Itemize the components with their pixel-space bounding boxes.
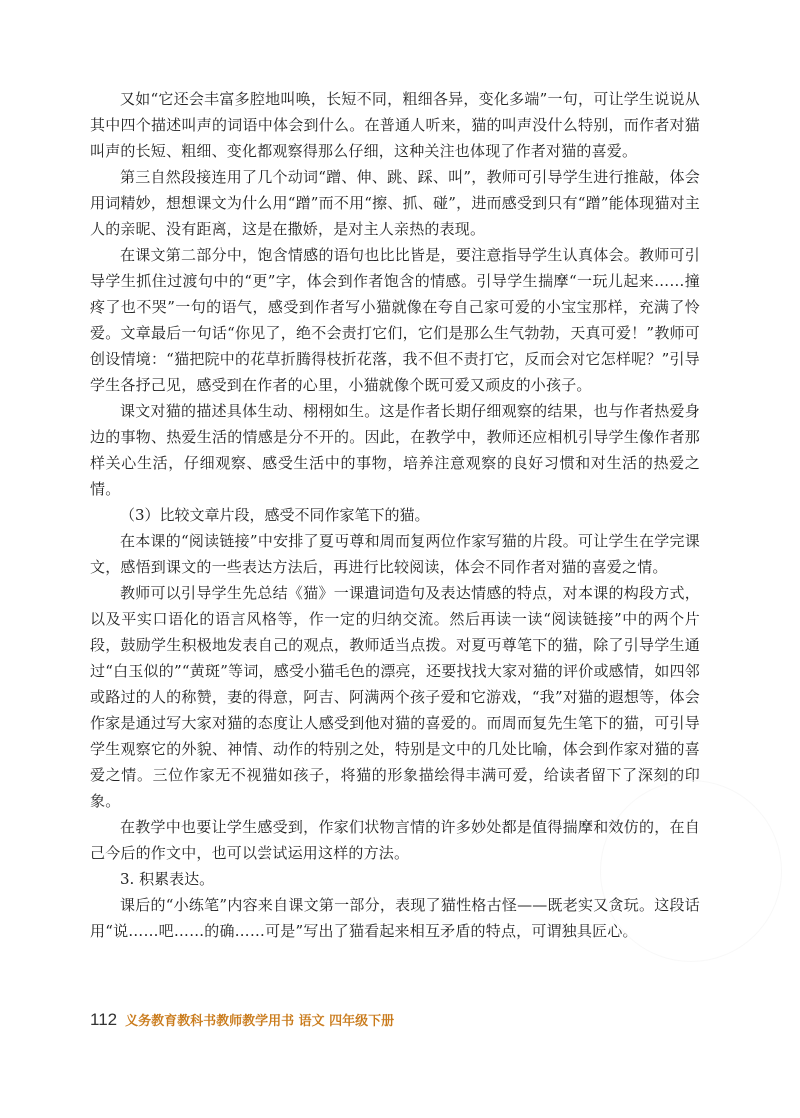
paragraph-call-description: 又如“它还会丰富多腔地叫唤，长短不同，粗细各异，变化多端”一句，可让学生说说从其中四个描述叫声的词语中体会到什么。在普通人听来，猫的叫声没什么特别，而作者对猫叫声的长短、粗细、变化都观察得那么仔细，这种关注也体现了作者对猫的喜爱。 [90, 90, 700, 160]
paragraph-verbs: 第三自然段接连用了几个动词“蹭、伸、跳、踩、叫”，教师可引导学生进行推敲，体会用词精妙，想想课文为什么用“蹭”而不用“擦、抓、碰”，进而感受到只有“蹭”能体现猫对主人的亲昵、没有距离，这是在撒娇，是对主人亲热的表现。 [90, 168, 700, 238]
page-footer [90, 1010, 394, 1030]
paragraph-reading-link: 在本课的“阅读链接”中安排了夏丏尊和周而复两位作家写猫的片段。可让学生在学完课文，感悟到课文的一些表达方法后，再进行比较阅读，体会不同作者对猫的喜爱之情。 [90, 532, 700, 576]
body-text [90, 86, 700, 944]
paragraph-observation: 课文对猫的描述具体生动、栩栩如生。这是作者长期仔细观察的结果，也与作者热爱身边的事物、热爱生活的情感是分不开的。因此，在教学中，教师还应相机引导学生像作者那样关心生活，仔细观察、感受生活中的事物，培养注意观察的良好习惯和对生活的热爱之情。 [90, 402, 700, 498]
paragraph-summary-guidance: 教师可以引导学生先总结《猫》一课遣词造句及表达情感的特点，对本课的构段方式，以及平实口语化的语言风格等，作一定的归纳交流。然后再读一读“阅读链接”中的两个片段，鼓励学生积极地发表自己的观点，教师适当点拨。对夏丏尊笔下的猫，除了引导学生通过“白玉似的”“黄斑”等词，感受小猫毛色的漂亮，还要找找大家对猫的评价或感情，如四邻或路过的人的称赞，妻的得意，阿吉、阿满两个孩子爱和它游戏，“我”对猫的遐想等，体会作家是通过写大家对猫的态度让人感受到他对猫的喜爱的。而周而复先生笔下的猫，可引导学生观察它的外貌、神情、动作的特别之处，特别是文中的几处比喻，体会到作家对猫的喜爱之情。三位作家无不视猫如孩子，将猫的形象描绘得丰满可爱，给读者留下了深刻的印象。 [90, 584, 700, 810]
paragraph-practice: 课后的“小练笔”内容来自课文第一部分，表现了猫性格古怪——既老实又贪玩。这段话用“说……吧……的确……可是”写出了猫看起来相互矛盾的特点，可谓独具匠心。 [90, 896, 700, 940]
paragraph-writing-methods: 在教学中也要让学生感受到，作家们状物言情的许多妙处都是值得揣摩和效仿的，在自己今后的作文中，也可以尝试运用这样的方法。 [90, 818, 700, 862]
section-heading-compare: （3）比较文章片段，感受不同作家笔下的猫。 [120, 506, 430, 524]
section-heading-accumulate: 3. 积累表达。 [120, 870, 215, 888]
faint-watermark [600, 780, 782, 962]
page-number: 112 [90, 1010, 118, 1029]
book-title: 义务教育教科书教师教学用书 语文 四年级下册 [125, 1014, 395, 1029]
paragraph-part-two: 在课文第二部分中，饱含情感的语句也比比皆是，要注意指导学生认真体会。教师可引导学生抓住过渡句中的“更”字，体会到作者饱含的情感。引导学生揣摩“一玩儿起来……撞疼了也不哭”一句的语气，感受到作者写小猫就像在夸自己家可爱的小宝宝那样，充满了怜爱。文章最后一句话“你见了，绝不会责打它们，它们是那么生气勃勃，天真可爱！”教师可创设情境：“猫把院中的花草折腾得枝折花落，我不但不责打它，反而会对它怎样呢？”引导学生各抒己见，感受到在作者的心里，小猫就像个既可爱又顽皮的小孩子。 [90, 246, 700, 394]
